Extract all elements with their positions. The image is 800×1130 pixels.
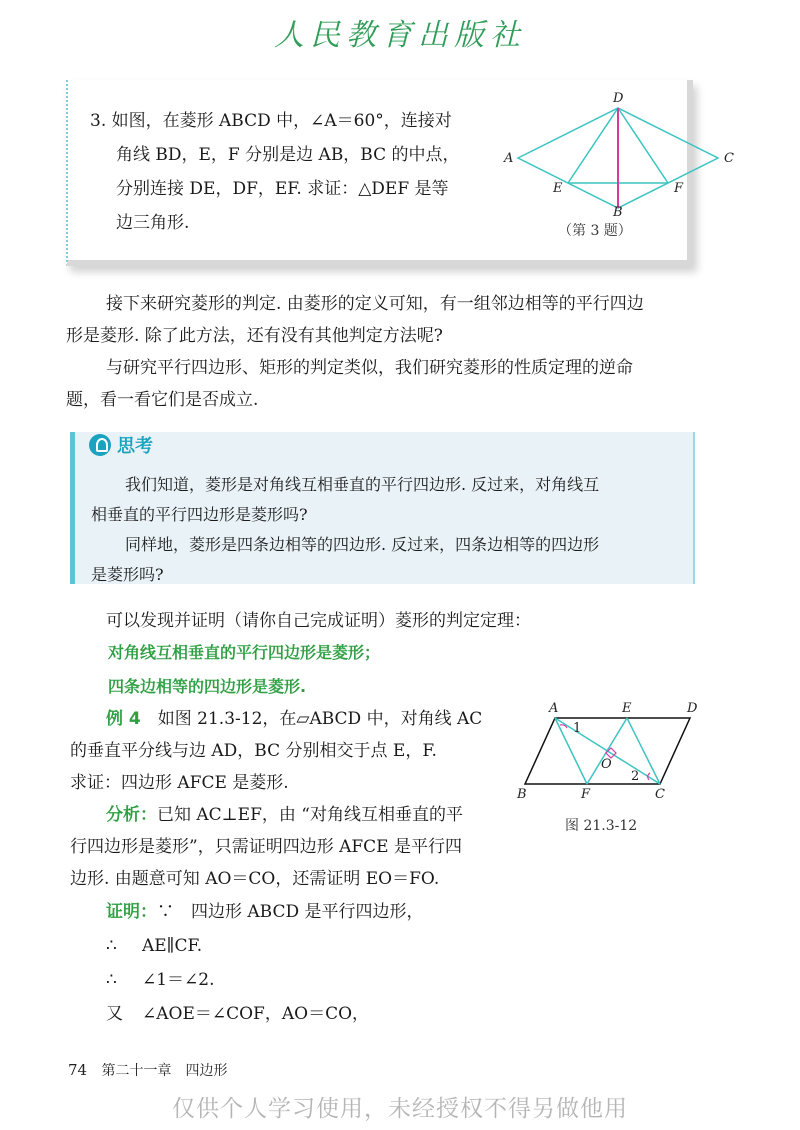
example-4-text bbox=[70, 703, 510, 895]
analysis-line: 边形. 由题意可知 AO＝CO，还需证明 EO＝FO. bbox=[70, 869, 440, 889]
think-title bbox=[89, 432, 153, 458]
proof-line2: AE∥CF. bbox=[142, 936, 203, 956]
figure-4-caption: 图 21.3-12 bbox=[565, 818, 638, 834]
think-line: 我们知道，菱形是对角线互相垂直的平行四边形. 反过来，对角线互 bbox=[125, 475, 600, 494]
label-d: D bbox=[613, 91, 624, 106]
proof-block bbox=[70, 895, 670, 1031]
think-text bbox=[91, 470, 691, 590]
label-b: B bbox=[517, 787, 527, 802]
paragraph-line: 与研究平行四边形、矩形的判定类似，我们研究菱形的性质定理的逆命 bbox=[106, 358, 633, 378]
paragraph-line: 形是菱形. 除了此方法，还有没有其他判定方法呢? bbox=[66, 326, 443, 346]
think-line: 是菱形吗? bbox=[91, 565, 164, 584]
analysis-line: 行四边形是菱形”，只需证明四边形 AFCE 是平行四 bbox=[70, 837, 462, 857]
exercise-3-box bbox=[66, 80, 734, 266]
label-c: C bbox=[655, 787, 665, 802]
rhombus-figure bbox=[498, 88, 748, 218]
think-title-text: 思考 bbox=[117, 436, 153, 457]
proof-line bbox=[70, 929, 670, 963]
therefore-symbol: ∴ bbox=[106, 970, 117, 990]
label-e: E bbox=[553, 181, 563, 196]
label-e: E bbox=[622, 701, 632, 716]
think-line: 同样地，菱形是四条边相等的四边形. 反过来，四条边相等的四边形 bbox=[125, 535, 600, 554]
figure-3-caption: （第 3 题） bbox=[558, 223, 632, 239]
exercise-3-line: 角线 BD，E，F 分别是边 AB，BC 的中点， bbox=[116, 145, 460, 165]
paragraph-line: 接下来研究菱形的判定. 由菱形的定义可知，有一组邻边相等的平行四边 bbox=[106, 294, 644, 314]
intro-paragraph-1 bbox=[66, 288, 701, 352]
parallelogram-figure bbox=[515, 700, 705, 805]
analysis-line1: 已知 AC⊥EF，由 “对角线互相垂直的平 bbox=[157, 805, 463, 825]
label-c: C bbox=[724, 151, 734, 166]
proof-line4: ∠AOE＝∠COF，AO＝CO， bbox=[142, 1004, 370, 1024]
paragraph-line: 题，看一看它们是否成立. bbox=[66, 390, 259, 410]
page-number: 74 bbox=[68, 1061, 88, 1079]
label-d: D bbox=[687, 701, 698, 716]
discovery-text: 可以发现并证明（请你自己完成证明）菱形的判定定理： bbox=[106, 611, 531, 631]
label-b: B bbox=[613, 205, 623, 218]
label-2: 2 bbox=[631, 769, 640, 784]
label-o: O bbox=[601, 757, 612, 772]
side-de bbox=[568, 108, 618, 183]
example-4-line1: 如图 21.3-12，在▱ABCD 中，对角线 AC bbox=[157, 709, 483, 729]
analysis-label: 分析： bbox=[106, 805, 157, 825]
think-box bbox=[70, 432, 695, 584]
example-4-line: 求证：四边形 AFCE 是菱形. bbox=[70, 773, 289, 793]
analysis-line bbox=[70, 799, 510, 831]
example-4-line: 的垂直平分线与边 AD，BC 分别相交于点 E，F. bbox=[70, 741, 437, 761]
because-symbol: ∵ bbox=[157, 902, 174, 922]
example-4-line bbox=[70, 703, 510, 735]
exercise-3-line: 3. 如图，在菱形 ABCD 中，∠A＝60°，连接对 bbox=[90, 111, 452, 131]
publisher-header: 人民教育出版社 bbox=[274, 18, 526, 53]
lightbulb-icon bbox=[89, 434, 111, 456]
example-4-label: 例 4 bbox=[106, 709, 141, 729]
exercise-3-line: 边三角形. bbox=[116, 213, 190, 233]
chapter-title: 第二十一章 四边形 bbox=[101, 1063, 228, 1079]
exercise-3-line: 分别连接 DE，DF，EF. 求证：△DEF 是等 bbox=[116, 179, 449, 199]
proof-line bbox=[70, 997, 670, 1031]
label-1: 1 bbox=[573, 721, 582, 736]
exercise-3-text bbox=[90, 104, 500, 240]
proof-line bbox=[70, 895, 670, 929]
label-a: A bbox=[504, 151, 514, 166]
page-footer bbox=[68, 1060, 228, 1080]
theorem-1: 对角线互相垂直的平行四边形是菱形； bbox=[108, 643, 381, 662]
label-f: F bbox=[581, 787, 591, 802]
proof-line bbox=[70, 963, 670, 997]
proof-line1: 四边形 ABCD 是平行四边形， bbox=[191, 902, 424, 922]
label-f: F bbox=[674, 181, 684, 196]
think-line: 相垂直的平行四边形是菱形吗? bbox=[91, 505, 308, 524]
proof-line3: ∠1＝∠2. bbox=[142, 970, 215, 990]
segment-ef bbox=[587, 718, 627, 784]
proof-label: 证明： bbox=[106, 902, 157, 922]
therefore-symbol: ∴ bbox=[106, 936, 117, 956]
label-a: A bbox=[549, 701, 559, 716]
watermark: 仅供个人学习使用，未经授权不得另做他用 bbox=[172, 1096, 628, 1122]
theorem-2: 四条边相等的四边形是菱形. bbox=[108, 677, 307, 696]
also-word: 又 bbox=[106, 1004, 123, 1024]
intro-paragraph-2 bbox=[66, 352, 701, 416]
side-df bbox=[618, 108, 668, 183]
